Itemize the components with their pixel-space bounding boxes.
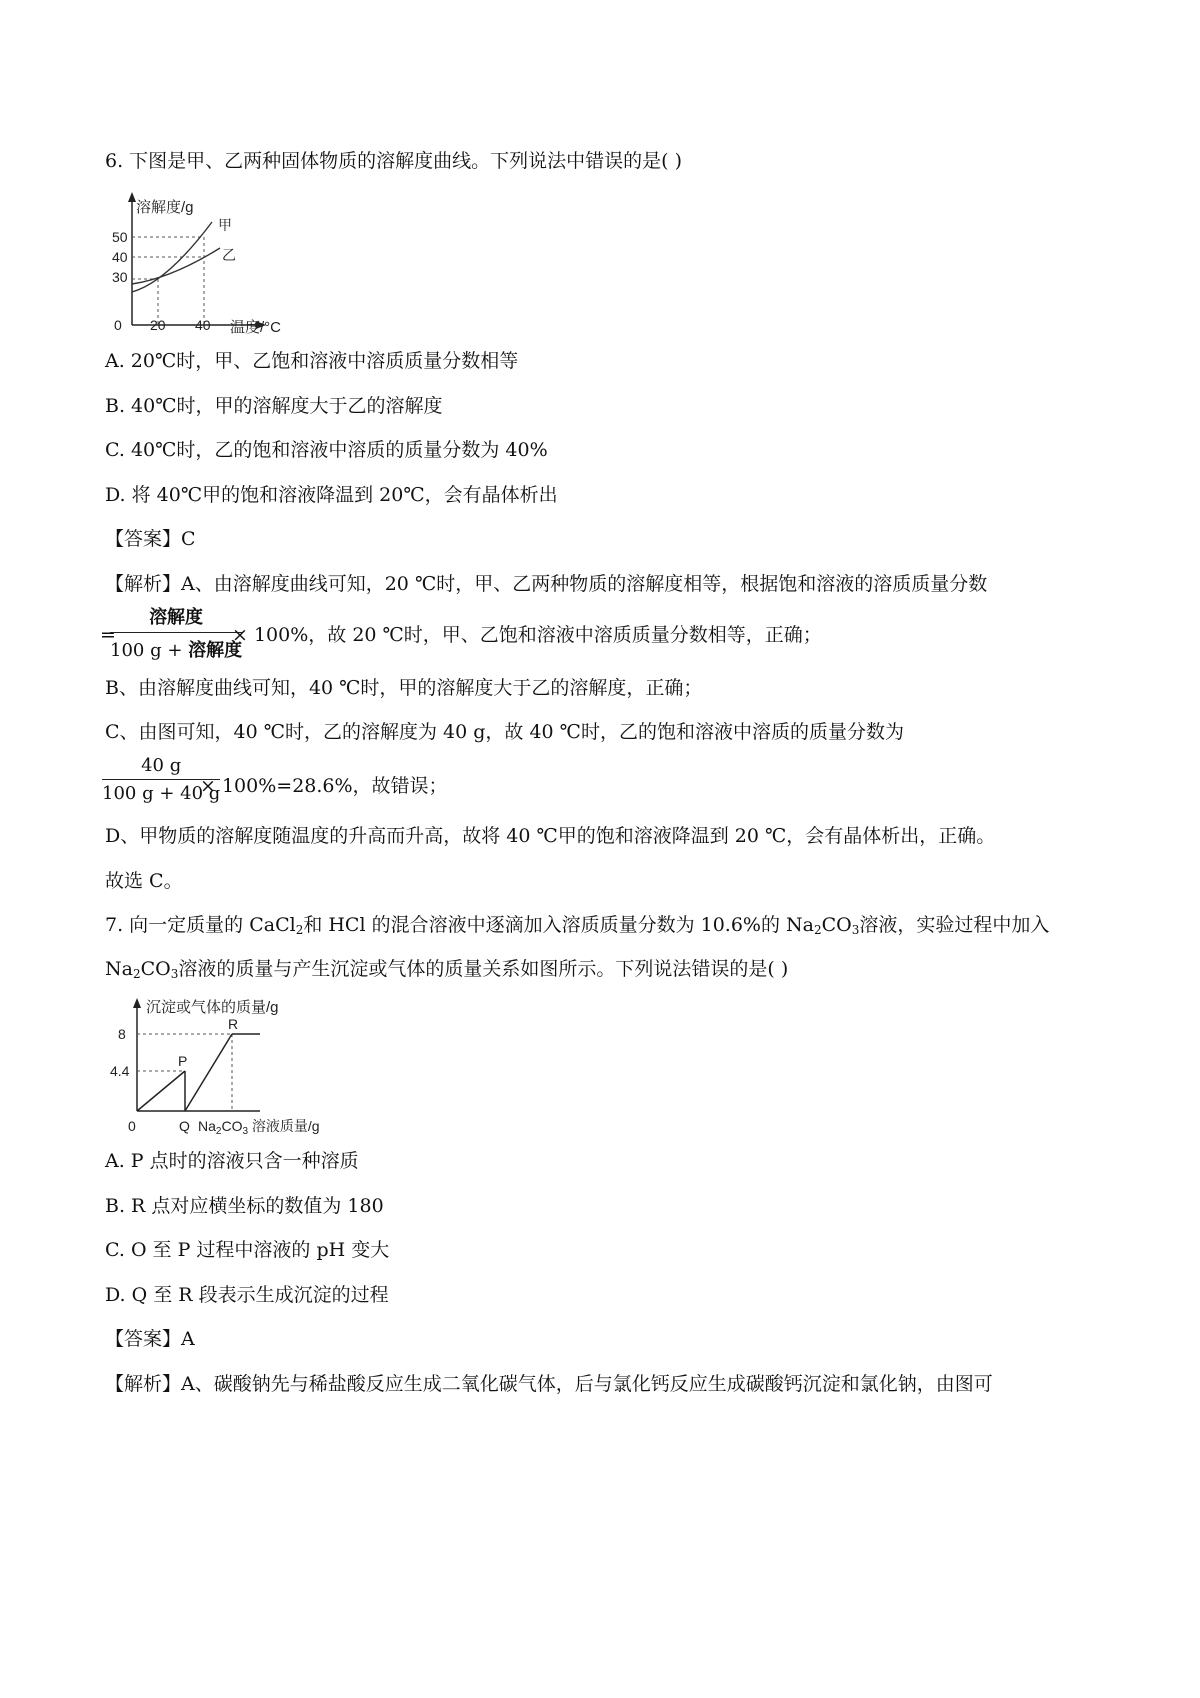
q6-stem: 6. 下图是甲、乙两种固体物质的溶解度曲线。下列说法中错误的是( ) (105, 150, 683, 172)
segment-q-r (185, 1034, 232, 1111)
q6-solubility-chart (112, 190, 312, 340)
q6-xlabel: 温度/°C (230, 319, 281, 336)
q6-analysis-a1: 【解析】A、由溶解度曲线可知，20 ℃时，甲、乙两种物质的溶解度相等，根据饱和溶液的溶质质量分数 (105, 573, 988, 595)
q7-ytick-4.4: 4.4 (110, 1063, 130, 1079)
q6-frac-c-den: 100 g + 40 g (102, 783, 221, 804)
q7-point-q: Q (179, 1118, 190, 1134)
q6-option-d: D. 将 40℃甲的饱和溶液降温到 20℃，会有晶体析出 (105, 484, 558, 506)
q6-option-c: C. 40℃时，乙的饱和溶液中溶质的质量分数为 40% (105, 439, 548, 461)
q7-stem-line1: 7. 向一定质量的 CaCl$_2$和 HCl 的混合溶液中逐滴加入溶质质量分数为 10.6%的 $Na_2CO_3$溶液，实验过程中加入 (105, 914, 1050, 937)
q6-xtick-0: 0 (114, 317, 122, 333)
q6-frac-c-num: 40 g (102, 755, 220, 780)
q6-analysis-c1: C、由图可知，40 ℃时，乙的溶解度为 40 g，故 40 ℃时，乙的饱和溶液中溶质的质量分数为 (105, 721, 904, 743)
segment-o-p (137, 1071, 185, 1111)
q6-frac-num: 溶解度 (110, 603, 242, 633)
q7-point-r: R (228, 1016, 239, 1032)
q7-stem-line2: $Na_2CO_3$溶液的质量与产生沉淀或气体的质量关系如图所示。下列说法错误的是( ) (105, 958, 789, 981)
q7-option-a: A. P 点时的溶液只含一种溶质 (105, 1150, 359, 1172)
q7-origin: 0 (128, 1118, 136, 1134)
q6-option-a: A. 20℃时，甲、乙饱和溶液中溶质质量分数相等 (105, 350, 519, 372)
q6-label-jia: 甲 (218, 217, 232, 233)
q6-ytick-50: 50 (112, 229, 128, 245)
q7-analysis-line1: 【解析】A、碳酸钠先与稀盐酸反应生成二氧化碳气体，后与氯化钙反应生成碳酸钙沉淀和氯化钠，由图可 (105, 1373, 993, 1395)
q6-conclusion: 故选 C。 (105, 870, 183, 892)
q6-xtick-20: 20 (150, 317, 166, 333)
q7-option-b: B. R 点对应横坐标的数值为 180 (105, 1195, 384, 1217)
y-axis-arrow (133, 998, 141, 1008)
q7-xlabel: $Na_2CO_3$ 溶液质量/g (198, 1118, 320, 1137)
q7-answer: 【答案】A (105, 1328, 195, 1350)
q6-label-yi: 乙 (222, 247, 236, 263)
q6-analysis-a2: × 100%，故 20 ℃时，甲、乙饱和溶液中溶质质量分数相等，正确； (232, 624, 822, 646)
q6-frac-den-right: 溶解度 (188, 640, 243, 661)
q6-ytick-40: 40 (112, 249, 128, 265)
q6-analysis-c2: × 100%=28.6%，故错误； (200, 775, 448, 797)
q6-fraction-solubility (110, 603, 242, 662)
q6-analysis-equals: = (100, 624, 116, 646)
q7-option-c: C. O 至 P 过程中溶液的 pH 变大 (105, 1239, 390, 1261)
q7-mass-chart (110, 998, 360, 1138)
q6-ytick-30: 30 (112, 269, 128, 285)
q6-answer: 【答案】C (105, 528, 196, 550)
q6-frac-den-left: 100 g + (110, 640, 189, 661)
q7-ylabel: 沉淀或气体的质量/g (146, 999, 279, 1016)
q6-analysis-d: D、甲物质的溶解度随温度的升高而升高，故将 40 ℃甲的饱和溶液降温到 20 ℃，会有晶体析出，正确。 (105, 825, 996, 847)
q7-point-p: P (178, 1053, 188, 1069)
q6-ylabel: 溶解度/g (136, 199, 194, 216)
q7-option-d: D. Q 至 R 段表示生成沉淀的过程 (105, 1284, 389, 1306)
q6-analysis-b: B、由溶解度曲线可知，40 ℃时，甲的溶解度大于乙的溶解度，正确； (105, 677, 703, 699)
y-axis-arrow (128, 192, 136, 202)
q6-option-b: B. 40℃时，甲的溶解度大于乙的溶解度 (105, 395, 443, 417)
q7-ytick-8: 8 (118, 1026, 126, 1042)
q6-xtick-40: 40 (195, 317, 211, 333)
